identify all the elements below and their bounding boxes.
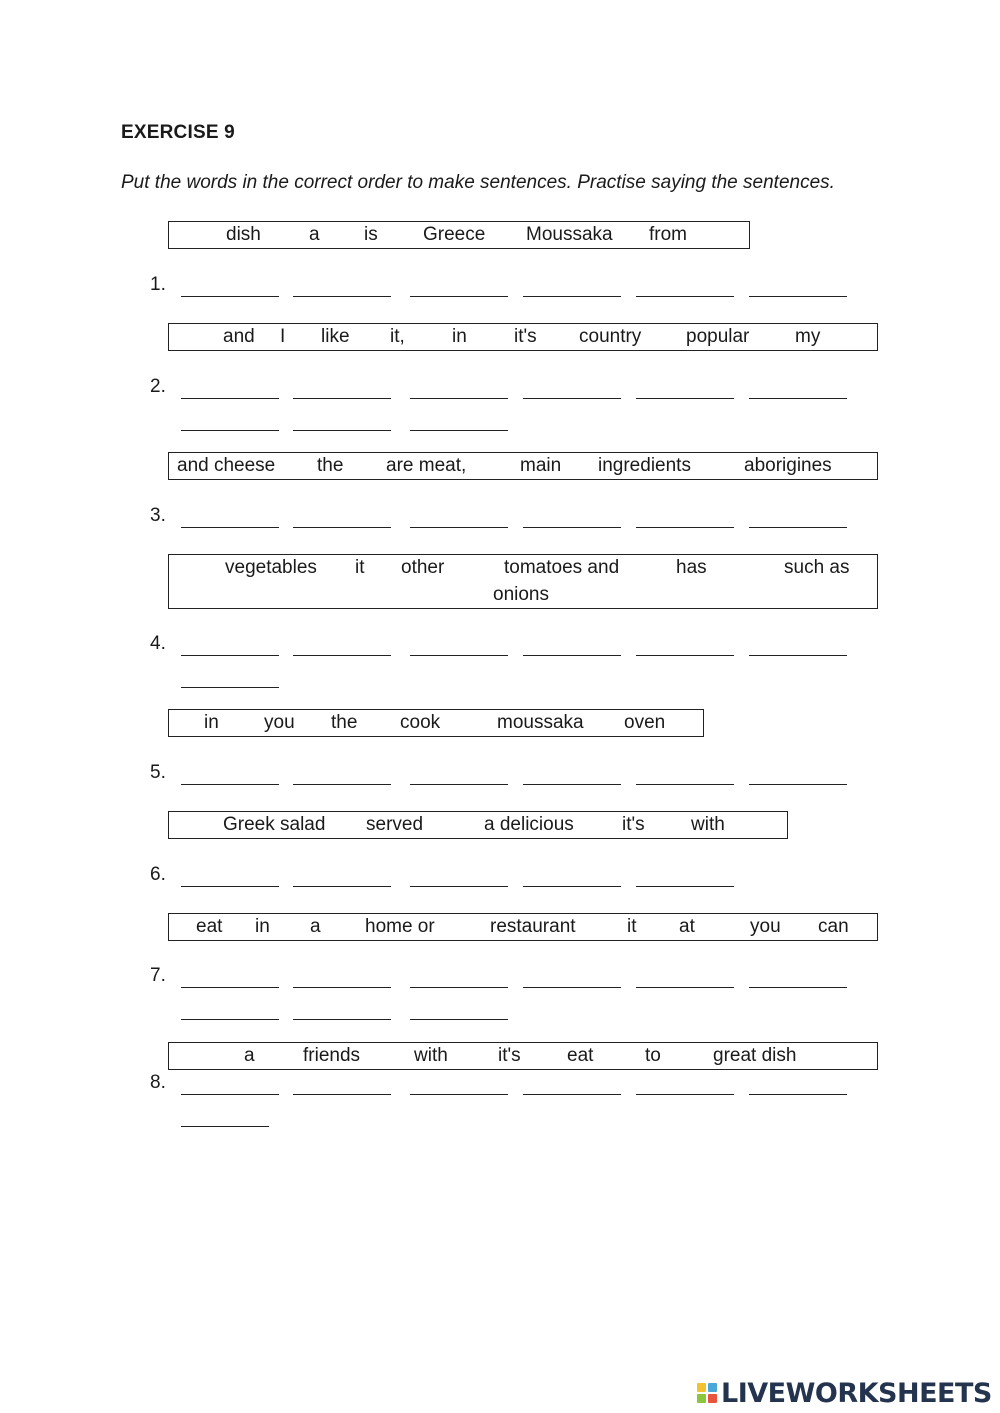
word-chip: can xyxy=(818,916,849,937)
answer-blank[interactable] xyxy=(636,296,734,297)
logo-square-4 xyxy=(708,1394,717,1403)
word-chip: it, xyxy=(390,326,405,347)
word-bank-box xyxy=(168,452,878,480)
word-chip: is xyxy=(364,224,378,245)
answer-blank[interactable] xyxy=(181,1094,279,1095)
answer-blank[interactable] xyxy=(181,430,279,431)
answer-blank[interactable] xyxy=(410,1019,508,1020)
answer-blank[interactable] xyxy=(523,398,621,399)
word-chip: Greek salad xyxy=(223,814,326,835)
word-chip: from xyxy=(649,224,687,245)
answer-blank[interactable] xyxy=(636,987,734,988)
word-chip: I xyxy=(280,326,286,347)
exercise-title: EXERCISE 9 xyxy=(121,122,235,143)
answer-blank[interactable] xyxy=(293,886,391,887)
word-chip: onions xyxy=(493,584,549,605)
answer-blank[interactable] xyxy=(749,1094,847,1095)
word-chip: to xyxy=(645,1045,661,1066)
word-chip: vegetables xyxy=(225,557,317,578)
word-chip: and xyxy=(223,326,255,347)
word-bank-box xyxy=(168,709,704,737)
word-chip: are meat, xyxy=(386,455,467,476)
answer-blank[interactable] xyxy=(636,398,734,399)
word-chip: it's xyxy=(514,326,537,347)
answer-blank[interactable] xyxy=(293,655,391,656)
word-chip: dish xyxy=(226,224,261,245)
word-chip: it's xyxy=(498,1045,521,1066)
word-bank-box xyxy=(168,221,750,249)
word-chip: eat xyxy=(567,1045,594,1066)
word-chip: it xyxy=(355,557,365,578)
answer-blank[interactable] xyxy=(293,1094,391,1095)
answer-blank[interactable] xyxy=(636,655,734,656)
logo-icon xyxy=(697,1383,717,1403)
answer-blank[interactable] xyxy=(293,987,391,988)
word-chip: aborigines xyxy=(744,455,832,476)
word-chip: great dish xyxy=(713,1045,797,1066)
answer-blank[interactable] xyxy=(181,886,279,887)
answer-blank[interactable] xyxy=(749,655,847,656)
word-bank-box xyxy=(168,811,788,839)
answer-blank[interactable] xyxy=(181,687,279,688)
word-chip: in xyxy=(204,712,219,733)
answer-blank[interactable] xyxy=(410,296,508,297)
word-chip: like xyxy=(321,326,350,347)
answer-blank[interactable] xyxy=(181,1019,279,1020)
word-chip: you xyxy=(750,916,781,937)
word-chip: has xyxy=(676,557,707,578)
word-chip: home or xyxy=(365,916,435,937)
answer-blank[interactable] xyxy=(410,398,508,399)
instructions: Put the words in the correct order to make sentences. Practise saying the sentences. xyxy=(121,172,835,193)
answer-blank[interactable] xyxy=(749,987,847,988)
word-chip: a xyxy=(309,224,320,245)
answer-blank[interactable] xyxy=(293,296,391,297)
answer-blank[interactable] xyxy=(181,398,279,399)
answer-blank[interactable] xyxy=(749,398,847,399)
word-bank-box xyxy=(168,554,878,609)
item-number: 3. xyxy=(150,505,166,526)
answer-blank[interactable] xyxy=(410,1094,508,1095)
word-bank-box xyxy=(168,1042,878,1070)
answer-blank[interactable] xyxy=(181,1126,269,1127)
word-bank-box xyxy=(168,913,878,941)
answer-blank[interactable] xyxy=(293,527,391,528)
logo-square-2 xyxy=(708,1383,717,1392)
word-chip: a delicious xyxy=(484,814,574,835)
item-number: 6. xyxy=(150,864,166,885)
answer-blank[interactable] xyxy=(636,784,734,785)
answer-blank[interactable] xyxy=(410,527,508,528)
word-chip: country xyxy=(579,326,642,347)
logo-text: LIVEWORKSHEETS xyxy=(721,1377,992,1409)
answer-blank[interactable] xyxy=(181,784,279,785)
word-chip: my xyxy=(795,326,821,347)
word-chip: it's xyxy=(622,814,645,835)
answer-blank[interactable] xyxy=(293,398,391,399)
answer-blank[interactable] xyxy=(523,987,621,988)
liveworksheets-logo xyxy=(697,1376,992,1410)
word-chip: main xyxy=(520,455,562,476)
word-chip: with xyxy=(414,1045,448,1066)
word-bank-box xyxy=(168,323,878,351)
word-chip: with xyxy=(691,814,725,835)
word-chip: a xyxy=(244,1045,255,1066)
word-chip: it xyxy=(627,916,637,937)
word-chip: Greece xyxy=(423,224,486,245)
answer-blank[interactable] xyxy=(749,527,847,528)
word-chip: tomatoes and xyxy=(504,557,620,578)
word-chip: oven xyxy=(624,712,666,733)
word-chip: in xyxy=(452,326,467,347)
word-chip: friends xyxy=(303,1045,361,1066)
word-chip: the xyxy=(317,455,344,476)
answer-blank[interactable] xyxy=(293,1019,391,1020)
answer-blank[interactable] xyxy=(181,527,279,528)
answer-blank[interactable] xyxy=(523,886,621,887)
answer-blank[interactable] xyxy=(749,784,847,785)
word-chip: the xyxy=(331,712,358,733)
item-number: 5. xyxy=(150,762,166,783)
word-chip: Moussaka xyxy=(526,224,613,245)
word-chip: popular xyxy=(686,326,750,347)
word-chip: in xyxy=(255,916,270,937)
word-chip: ingredients xyxy=(598,455,691,476)
word-chip: cook xyxy=(400,712,441,733)
word-chip: a xyxy=(310,916,321,937)
word-chip: and cheese xyxy=(177,455,276,476)
answer-blank[interactable] xyxy=(523,784,621,785)
answer-blank[interactable] xyxy=(523,527,621,528)
item-number: 4. xyxy=(150,633,166,654)
logo-square-3 xyxy=(697,1394,706,1403)
word-chip: moussaka xyxy=(497,712,584,733)
answer-blank[interactable] xyxy=(293,430,391,431)
answer-blank[interactable] xyxy=(749,296,847,297)
answer-blank[interactable] xyxy=(636,1094,734,1095)
answer-blank[interactable] xyxy=(410,987,508,988)
answer-blank[interactable] xyxy=(181,655,279,656)
answer-blank[interactable] xyxy=(523,655,621,656)
logo-square-1 xyxy=(697,1383,706,1392)
answer-blank[interactable] xyxy=(410,655,508,656)
item-number: 8. xyxy=(150,1072,166,1093)
answer-blank[interactable] xyxy=(293,784,391,785)
answer-blank[interactable] xyxy=(523,296,621,297)
answer-blank[interactable] xyxy=(181,987,279,988)
item-number: 1. xyxy=(150,274,166,295)
answer-blank[interactable] xyxy=(410,430,508,431)
word-chip: such as xyxy=(784,557,850,578)
word-chip: you xyxy=(264,712,295,733)
answer-blank[interactable] xyxy=(181,296,279,297)
answer-blank[interactable] xyxy=(636,886,734,887)
word-chip: eat xyxy=(196,916,223,937)
answer-blank[interactable] xyxy=(410,886,508,887)
item-number: 2. xyxy=(150,376,166,397)
answer-blank[interactable] xyxy=(523,1094,621,1095)
item-number: 7. xyxy=(150,965,166,986)
word-chip: served xyxy=(366,814,424,835)
word-chip: restaurant xyxy=(490,916,576,937)
answer-blank[interactable] xyxy=(636,527,734,528)
word-chip: other xyxy=(401,557,445,578)
answer-blank[interactable] xyxy=(410,784,508,785)
word-chip: at xyxy=(679,916,695,937)
